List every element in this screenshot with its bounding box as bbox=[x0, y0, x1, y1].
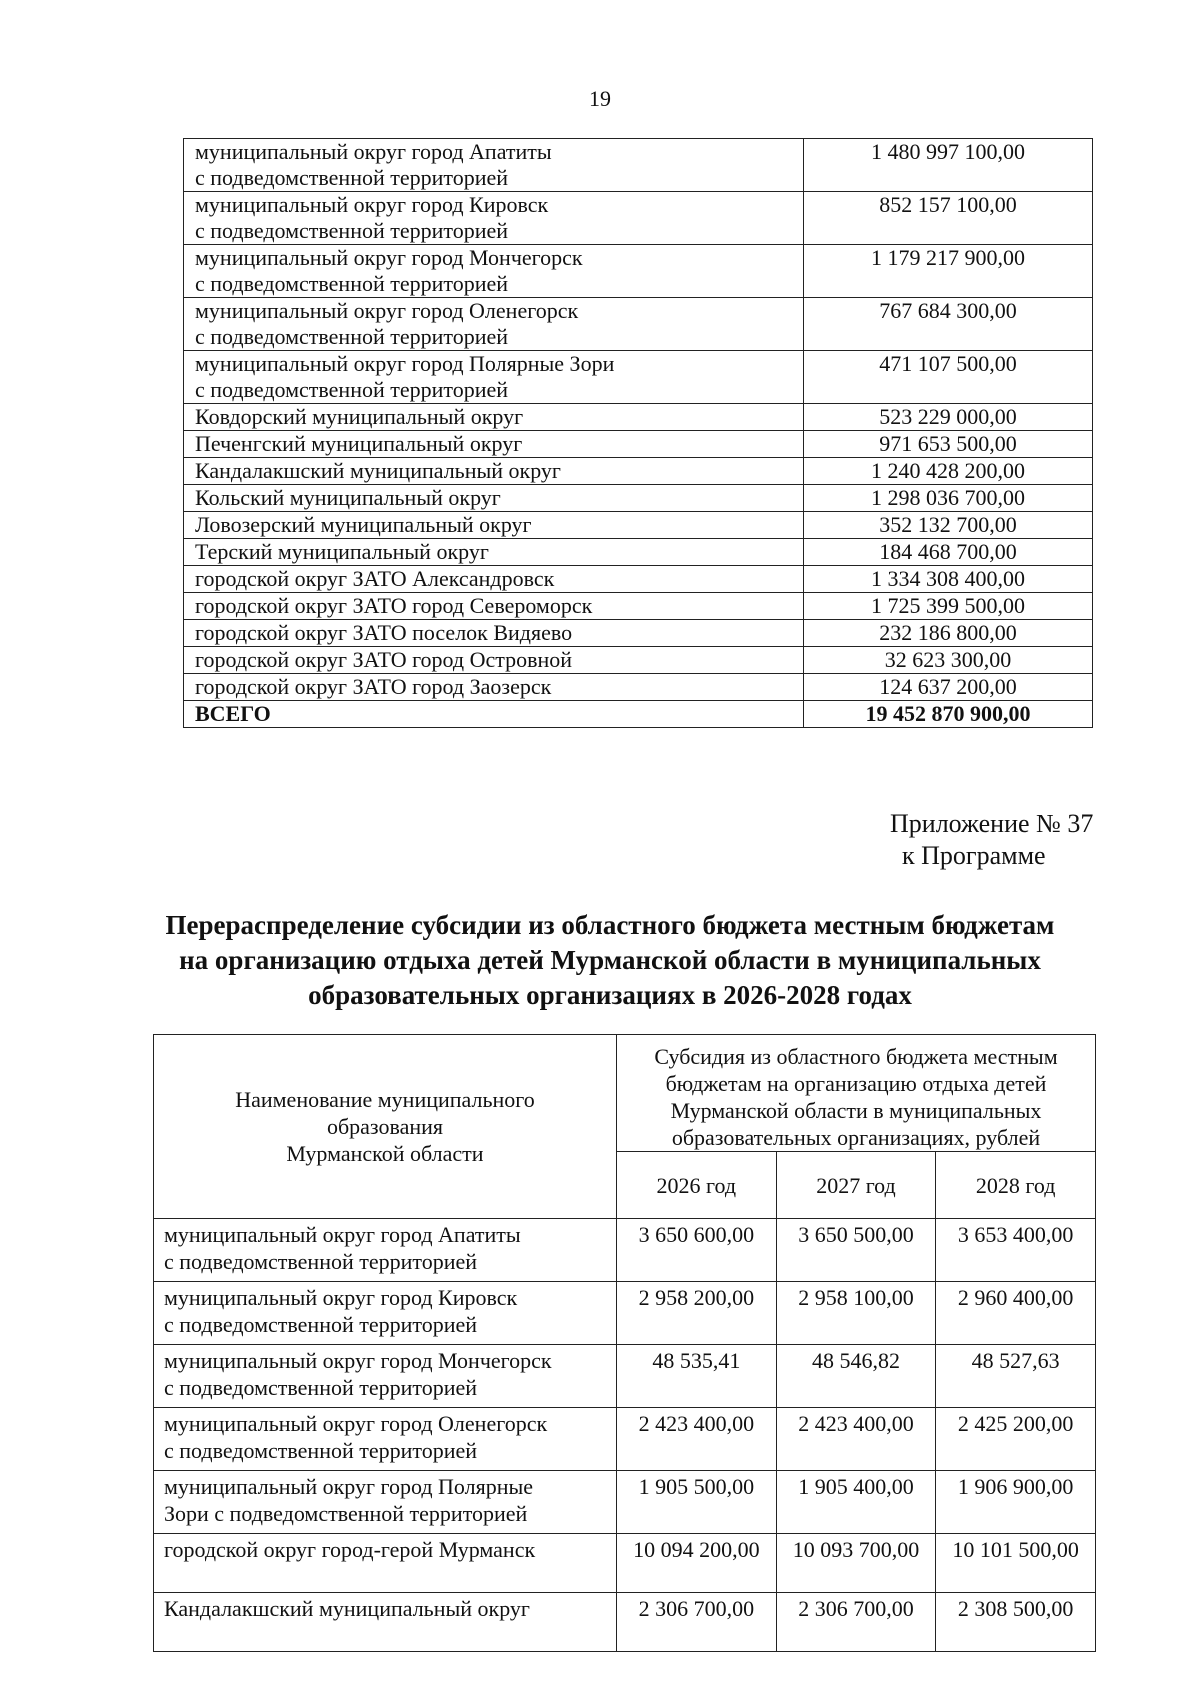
amount-cell: 124 637 200,00 bbox=[804, 674, 1093, 701]
amount-cell: 1 240 428 200,00 bbox=[804, 458, 1093, 485]
municipality-name: городской округ ЗАТО город Заозерск bbox=[184, 674, 804, 701]
value-2027: 2 306 700,00 bbox=[776, 1593, 936, 1652]
subsidy-column-header bbox=[617, 1035, 1096, 1152]
document-title bbox=[140, 908, 1080, 1013]
amount-cell: 767 684 300,00 bbox=[804, 298, 1093, 351]
amount-cell: 1 179 217 900,00 bbox=[804, 245, 1093, 298]
value-2026: 48 535,41 bbox=[617, 1345, 777, 1408]
amount-cell: 852 157 100,00 bbox=[804, 192, 1093, 245]
municipality-name bbox=[184, 298, 804, 351]
subsidy-table-body bbox=[154, 1219, 1096, 1652]
appendix-number: Приложение № 37 bbox=[890, 809, 1094, 838]
amount-cell: 971 653 500,00 bbox=[804, 431, 1093, 458]
name-line: с подведомственной территорией bbox=[164, 1438, 478, 1463]
header-line: бюджетам на организацию отдыха детей bbox=[665, 1071, 1047, 1096]
table-row bbox=[184, 539, 1093, 566]
name-line: с подведомственной территорией bbox=[164, 1312, 478, 1337]
value-2028: 3 653 400,00 bbox=[936, 1219, 1096, 1282]
municipality-name bbox=[154, 1408, 617, 1471]
name-line: Зори с подведомственной территорией bbox=[164, 1501, 528, 1526]
value-2026: 1 905 500,00 bbox=[617, 1471, 777, 1534]
amount-cell: 471 107 500,00 bbox=[804, 351, 1093, 404]
header-line: Наименование муниципального bbox=[235, 1087, 535, 1112]
municipality-column-header bbox=[154, 1035, 617, 1219]
municipality-name: городской округ ЗАТО город Островной bbox=[184, 647, 804, 674]
table-row bbox=[184, 458, 1093, 485]
name-line: муниципальный округ город Полярные Зори bbox=[195, 351, 615, 376]
amount-cell: 1 480 997 100,00 bbox=[804, 139, 1093, 192]
municipality-name bbox=[154, 1345, 617, 1408]
value-2026: 2 958 200,00 bbox=[617, 1282, 777, 1345]
table-row bbox=[184, 351, 1093, 404]
allocation-table bbox=[183, 138, 1093, 728]
table-row bbox=[184, 139, 1093, 192]
value-2027: 1 905 400,00 bbox=[776, 1471, 936, 1534]
name-line: муниципальный округ город Оленегорск bbox=[195, 298, 579, 323]
page-number: 19 bbox=[589, 86, 611, 111]
value-2028: 48 527,63 bbox=[936, 1345, 1096, 1408]
name-line: муниципальный округ город Кировск bbox=[164, 1285, 518, 1310]
value-2027: 10 093 700,00 bbox=[776, 1534, 936, 1593]
table-row bbox=[154, 1593, 1096, 1652]
municipality-name: городской округ ЗАТО Александровск bbox=[184, 566, 804, 593]
header-line: образования bbox=[326, 1114, 444, 1139]
year-header-2026: 2026 год bbox=[617, 1152, 777, 1219]
table-row bbox=[184, 298, 1093, 351]
table-row bbox=[184, 192, 1093, 245]
table-row bbox=[154, 1408, 1096, 1471]
title-line: Перераспределение субсидии из областного бюджета местным бюджетам bbox=[165, 910, 1055, 940]
name-line: муниципальный округ город Апатиты bbox=[164, 1222, 521, 1247]
value-2028: 2 308 500,00 bbox=[936, 1593, 1096, 1652]
name-line: с подведомственной территорией bbox=[195, 324, 509, 349]
municipality-name bbox=[154, 1219, 617, 1282]
name-line: муниципальный округ город Оленегорск bbox=[164, 1411, 548, 1436]
value-2027: 48 546,82 bbox=[776, 1345, 936, 1408]
header-line: Мурманской области в муниципальных bbox=[670, 1098, 1042, 1123]
table-row bbox=[154, 1345, 1096, 1408]
subsidy-table-header bbox=[154, 1035, 1096, 1219]
header-line: Субсидия из областного бюджета местным bbox=[654, 1044, 1058, 1069]
municipality-name: городской округ ЗАТО город Североморск bbox=[184, 593, 804, 620]
total-amount: 19 452 870 900,00 bbox=[804, 701, 1093, 728]
amount-cell: 184 468 700,00 bbox=[804, 539, 1093, 566]
name-line: с подведомственной территорией bbox=[195, 377, 509, 402]
municipality-name: Печенгский муниципальный округ bbox=[184, 431, 804, 458]
table-row bbox=[184, 431, 1093, 458]
year-header-2028: 2028 год bbox=[936, 1152, 1096, 1219]
header-row bbox=[154, 1035, 1096, 1152]
municipality-name: городской округ ЗАТО поселок Видяево bbox=[184, 620, 804, 647]
municipality-name: Ловозерский муниципальный округ bbox=[184, 512, 804, 539]
value-2027: 2 958 100,00 bbox=[776, 1282, 936, 1345]
year-header-2027: 2027 год bbox=[776, 1152, 936, 1219]
municipality-name bbox=[154, 1282, 617, 1345]
name-line: с подведомственной территорией bbox=[164, 1249, 478, 1274]
table-row bbox=[184, 566, 1093, 593]
title-line: образовательных организациях в 2026-2028 годах bbox=[308, 980, 912, 1010]
table-row bbox=[184, 512, 1093, 539]
allocation-table-body bbox=[184, 139, 1093, 728]
value-2027: 2 423 400,00 bbox=[776, 1408, 936, 1471]
table-row bbox=[154, 1471, 1096, 1534]
value-2028: 1 906 900,00 bbox=[936, 1471, 1096, 1534]
table-row bbox=[184, 620, 1093, 647]
table-row bbox=[154, 1282, 1096, 1345]
municipality-name: Кандалакшский муниципальный округ bbox=[184, 458, 804, 485]
value-2026: 2 423 400,00 bbox=[617, 1408, 777, 1471]
value-2028: 2 960 400,00 bbox=[936, 1282, 1096, 1345]
value-2028: 10 101 500,00 bbox=[936, 1534, 1096, 1593]
name-line: муниципальный округ город Апатиты bbox=[195, 139, 552, 164]
municipality-name bbox=[184, 192, 804, 245]
municipality-name bbox=[154, 1471, 617, 1534]
title-line: на организацию отдыха детей Мурманской области в муниципальных bbox=[179, 945, 1041, 975]
name-line: с подведомственной территорией bbox=[195, 271, 509, 296]
name-line: муниципальный округ город Мончегорск bbox=[195, 245, 583, 270]
header-line: Мурманской области bbox=[286, 1141, 484, 1166]
municipality-name bbox=[184, 139, 804, 192]
header-line: образовательных организациях, рублей bbox=[671, 1125, 1041, 1150]
value-2027: 3 650 500,00 bbox=[776, 1219, 936, 1282]
table-row bbox=[154, 1219, 1096, 1282]
subsidy-table bbox=[153, 1034, 1096, 1652]
municipality-name: Терский муниципальный округ bbox=[184, 539, 804, 566]
total-row bbox=[184, 701, 1093, 728]
name-line: с подведомственной территорией bbox=[164, 1375, 478, 1400]
amount-cell: 232 186 800,00 bbox=[804, 620, 1093, 647]
value-2026: 3 650 600,00 bbox=[617, 1219, 777, 1282]
municipality-name: Кандалакшский муниципальный округ bbox=[154, 1593, 617, 1652]
table-row bbox=[184, 245, 1093, 298]
total-label: ВСЕГО bbox=[184, 701, 804, 728]
table-row bbox=[184, 674, 1093, 701]
amount-cell: 352 132 700,00 bbox=[804, 512, 1093, 539]
name-line: муниципальный округ город Кировск bbox=[195, 192, 549, 217]
table-row bbox=[184, 593, 1093, 620]
amount-cell: 32 623 300,00 bbox=[804, 647, 1093, 674]
value-2026: 2 306 700,00 bbox=[617, 1593, 777, 1652]
name-line: с подведомственной территорией bbox=[195, 165, 509, 190]
name-line: с подведомственной территорией bbox=[195, 218, 509, 243]
table-row bbox=[184, 485, 1093, 512]
appendix-label bbox=[890, 808, 1093, 872]
value-2026: 10 094 200,00 bbox=[617, 1534, 777, 1593]
amount-cell: 1 298 036 700,00 bbox=[804, 485, 1093, 512]
value-2028: 2 425 200,00 bbox=[936, 1408, 1096, 1471]
amount-cell: 523 229 000,00 bbox=[804, 404, 1093, 431]
appendix-reference: к Программе bbox=[902, 841, 1046, 870]
table-row bbox=[184, 647, 1093, 674]
municipality-name bbox=[184, 245, 804, 298]
table-row bbox=[184, 404, 1093, 431]
table-row bbox=[154, 1534, 1096, 1593]
municipality-name: Кольский муниципальный округ bbox=[184, 485, 804, 512]
amount-cell: 1 725 399 500,00 bbox=[804, 593, 1093, 620]
amount-cell: 1 334 308 400,00 bbox=[804, 566, 1093, 593]
municipality-name bbox=[184, 351, 804, 404]
municipality-name: Ковдорский муниципальный округ bbox=[184, 404, 804, 431]
name-line: муниципальный округ город Мончегорск bbox=[164, 1348, 552, 1373]
name-line: муниципальный округ город Полярные bbox=[164, 1474, 534, 1499]
municipality-name: городской округ город-герой Мурманск bbox=[154, 1534, 617, 1593]
